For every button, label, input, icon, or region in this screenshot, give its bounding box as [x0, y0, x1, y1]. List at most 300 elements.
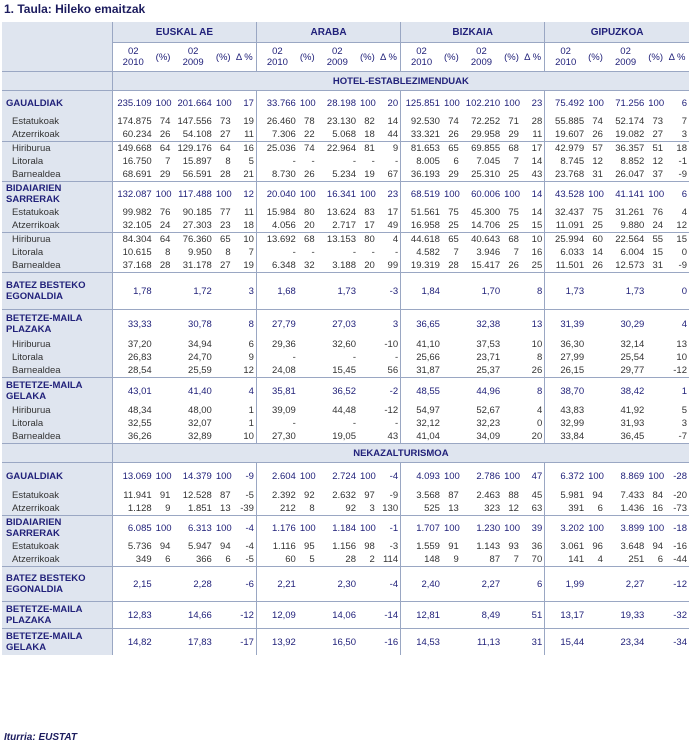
table-cell: 7.433	[620, 490, 645, 501]
table-cell: 41,40	[172, 378, 213, 405]
table-cell: 1	[665, 378, 689, 405]
table-title: 1. Taula: Hileko emaitzak	[4, 2, 146, 16]
table-cell	[298, 602, 317, 629]
table-row	[2, 417, 689, 430]
table-cell: 24	[652, 220, 664, 231]
table-cell: 11	[244, 129, 254, 140]
table-cell: 6	[248, 339, 254, 350]
table-cell: -	[256, 351, 297, 364]
table-cell: 5	[309, 554, 315, 565]
table-cell: -9	[233, 463, 257, 490]
table-cell: 83	[364, 207, 375, 218]
table-cell: 3.202	[545, 516, 586, 541]
table-cell: 100	[154, 463, 173, 490]
table-cell: 19.082	[615, 129, 645, 140]
table-cell: 36,45	[620, 431, 645, 442]
table-cell	[646, 417, 665, 430]
table-cell: -2	[377, 378, 401, 405]
table-cell: 25.036	[256, 142, 297, 156]
table-cell: 25,54	[620, 352, 645, 363]
table-cell	[358, 629, 377, 656]
table-cell: -73	[673, 503, 687, 514]
table-cell: 18	[364, 129, 375, 140]
table-cell: 13,17	[545, 602, 586, 629]
table-cell	[358, 273, 377, 310]
table-cell: 12	[508, 503, 519, 514]
table-cell	[502, 338, 521, 351]
table-cell: 9.950	[188, 247, 212, 258]
table-cell: 31,93	[620, 418, 645, 429]
table-cell	[358, 404, 377, 417]
table-cell	[442, 310, 461, 339]
table-cell: 75	[592, 207, 603, 218]
table-cell: 366	[195, 554, 212, 565]
table-cell: 1,70	[461, 273, 502, 310]
table-cell: 69.855	[461, 142, 502, 156]
table-cell: -	[371, 156, 375, 167]
table-row	[2, 182, 689, 207]
table-cell: 1.184	[317, 516, 358, 541]
table-cell: 92	[304, 490, 315, 501]
table-cell: 100	[214, 516, 233, 541]
row-label: Litorala	[2, 417, 112, 430]
table-cell: -	[394, 352, 399, 363]
table-cell: 7	[248, 247, 254, 258]
period-a-header: 02 2010	[401, 43, 442, 72]
table-cell: 19	[243, 116, 254, 127]
table-cell: 45.300	[471, 207, 501, 218]
table-cell	[154, 430, 173, 444]
table-cell: 6.033	[545, 246, 586, 259]
table-cell: 235.109	[112, 91, 153, 116]
table-cell: 10	[521, 233, 545, 247]
monthly-results-table	[2, 22, 689, 655]
table-cell: 2,27	[461, 567, 502, 602]
table-cell: 100	[646, 182, 665, 207]
table-cell: -5	[245, 490, 254, 501]
period-a-header: 02 2010	[545, 43, 586, 72]
table-cell: 76	[159, 207, 171, 218]
table-cell	[214, 378, 233, 405]
table-cell: 5.736	[112, 540, 153, 553]
table-cell: 64	[214, 142, 233, 156]
table-cell: 129.176	[172, 142, 213, 156]
table-cell: 32.437	[545, 206, 586, 219]
table-cell: 28	[531, 116, 543, 127]
table-cell	[442, 602, 461, 629]
table-cell: 23	[220, 220, 231, 231]
table-cell	[214, 430, 233, 444]
table-cell: 7	[513, 156, 519, 167]
table-cell: 2.717	[332, 220, 356, 231]
table-cell: 2,40	[401, 567, 442, 602]
table-cell: 87	[220, 490, 231, 501]
table-cell: 251	[628, 554, 645, 565]
table-cell: 100	[298, 91, 317, 116]
table-cell: 84	[652, 490, 664, 501]
table-cell: 67	[387, 169, 399, 180]
table-cell: 26	[448, 129, 459, 140]
table-cell: 8	[233, 310, 257, 339]
table-cell: 6	[521, 567, 545, 602]
table-cell: 2,30	[317, 567, 358, 602]
table-row	[2, 629, 689, 656]
table-cell: 17,83	[172, 629, 213, 656]
table-cell: 12	[243, 365, 254, 376]
table-cell: 100	[442, 182, 461, 207]
table-cell	[214, 417, 233, 430]
table-cell	[298, 310, 317, 339]
table-cell: 6.348	[256, 259, 297, 273]
table-cell: 4.582	[401, 246, 442, 259]
pct-header: (%)	[358, 43, 377, 72]
row-label: BATEZ BESTEKO EGONALDIA	[2, 273, 112, 310]
table-cell: 43,83	[545, 404, 586, 417]
table-cell: 100	[214, 182, 233, 207]
table-cell: 36,30	[545, 338, 586, 351]
row-label: BETETZE-MAILA PLAZAKA	[2, 602, 112, 629]
table-cell: -	[256, 417, 297, 430]
table-cell: 51	[521, 602, 545, 629]
table-cell: 25	[531, 260, 543, 271]
table-cell: 43.528	[545, 182, 586, 207]
table-cell: 38,70	[545, 378, 586, 405]
table-cell: 4.056	[256, 219, 297, 233]
table-cell: 23	[521, 91, 545, 116]
table-cell: 117.488	[172, 182, 213, 207]
table-cell: 8	[225, 247, 231, 258]
table-cell: -1	[377, 516, 401, 541]
table-cell: 9	[377, 142, 401, 156]
table-cell	[646, 310, 665, 339]
table-cell: 147.556	[177, 116, 212, 127]
table-cell: 174.875	[112, 115, 153, 128]
table-cell: -12	[673, 365, 687, 376]
table-cell: 6	[165, 554, 171, 565]
table-cell: 31,39	[545, 310, 586, 339]
table-cell	[586, 602, 605, 629]
table-cell: 1.707	[401, 516, 442, 541]
table-cell: -1	[678, 156, 687, 167]
table-cell: 30,78	[172, 310, 213, 339]
table-cell: 15	[531, 220, 543, 231]
table-cell: 8	[309, 503, 315, 514]
table-cell: 26	[304, 169, 315, 180]
table-cell: 92	[345, 503, 356, 514]
region-header-row	[2, 22, 689, 43]
table-cell	[154, 351, 173, 364]
table-cell: 100	[214, 463, 233, 490]
table-cell: 2.604	[256, 463, 297, 490]
table-cell: 90.185	[182, 207, 212, 218]
table-cell: 20	[364, 260, 375, 271]
table-cell: 6.004	[620, 247, 645, 258]
table-cell: 3.648	[620, 541, 645, 552]
table-cell: 11,13	[461, 629, 502, 656]
table-cell: 10	[233, 233, 257, 247]
table-cell: 70	[531, 554, 543, 565]
table-cell: 74	[298, 142, 317, 156]
table-cell: 132.087	[112, 182, 153, 207]
table-cell: 63	[531, 503, 543, 514]
table-cell: 36.193	[401, 168, 442, 182]
table-cell: 6.085	[112, 516, 153, 541]
table-row	[2, 502, 689, 516]
table-cell: 60.006	[461, 182, 502, 207]
section-label-cell	[2, 72, 112, 91]
row-label: Barnealdea	[2, 259, 112, 273]
table-cell: 32,55	[112, 417, 153, 430]
table-cell: 94	[592, 490, 603, 501]
table-cell: 99.982	[112, 206, 153, 219]
table-cell: 6.372	[545, 463, 586, 490]
table-row	[2, 404, 689, 417]
table-cell: 32,14	[620, 339, 645, 350]
table-cell: 40.643	[461, 233, 502, 247]
table-cell: 39	[521, 516, 545, 541]
table-cell: 13	[521, 310, 545, 339]
table-cell: 14.706	[471, 220, 501, 231]
table-cell: 6	[453, 156, 459, 167]
table-cell: 94	[652, 541, 664, 552]
table-cell: 8	[165, 247, 171, 258]
table-cell: 95	[304, 541, 315, 552]
table-cell	[646, 602, 665, 629]
table-cell: 12,09	[256, 602, 297, 629]
row-label: Litorala	[2, 155, 112, 168]
table-cell: 75	[448, 207, 459, 218]
table-cell	[646, 378, 665, 405]
table-cell: 41.141	[605, 182, 646, 207]
table-row	[2, 567, 689, 602]
table-cell	[586, 430, 605, 444]
row-label: BIDAIARIEN SARRERAK	[2, 516, 112, 541]
table-cell: 87	[489, 554, 501, 565]
table-cell: -	[352, 418, 356, 429]
delta-header: Δ %	[665, 43, 689, 72]
table-cell: 1,73	[545, 273, 586, 310]
table-cell: 97	[364, 490, 375, 501]
table-row	[2, 553, 689, 567]
table-row	[2, 489, 689, 502]
table-cell: 14,66	[172, 602, 213, 629]
table-cell: 25,37	[476, 365, 501, 376]
table-cell: 3.946	[476, 247, 501, 258]
table-cell: 1,78	[112, 273, 153, 310]
period-b-header: 02 2009	[172, 43, 213, 72]
table-cell: -12	[233, 602, 257, 629]
table-cell: 55	[646, 233, 665, 247]
row-label: Atzerrikoak	[2, 502, 112, 516]
table-cell: 10	[531, 339, 543, 350]
table-cell: 65	[442, 142, 461, 156]
table-cell: 26.460	[256, 115, 297, 128]
table-cell: 22.964	[317, 142, 358, 156]
table-cell: 14	[531, 207, 543, 218]
table-cell: 68	[298, 233, 317, 247]
table-cell: -17	[233, 629, 257, 656]
table-row	[2, 338, 689, 351]
table-cell: 34,94	[188, 339, 212, 350]
table-cell: 1.436	[620, 503, 645, 514]
table-cell: 26.047	[615, 169, 645, 180]
table-cell: 4	[681, 207, 687, 218]
table-cell: 28,54	[112, 364, 153, 378]
table-cell: 100	[502, 91, 521, 116]
table-cell: 29,77	[620, 365, 645, 376]
table-cell: 73	[652, 116, 664, 127]
row-label: Atzerrikoak	[2, 219, 112, 233]
table-cell	[214, 338, 233, 351]
table-cell: 91	[448, 541, 459, 552]
table-cell: 102.210	[461, 91, 502, 116]
table-cell: 100	[502, 182, 521, 207]
table-cell	[442, 351, 461, 364]
table-cell: 1	[248, 405, 254, 416]
table-cell: 31.261	[615, 207, 645, 218]
table-cell: 68	[502, 142, 521, 156]
table-cell: 98	[364, 541, 375, 552]
table-cell: 56	[387, 365, 399, 376]
table-cell: 4	[536, 405, 543, 416]
delta-header: Δ %	[521, 43, 545, 72]
table-cell	[154, 338, 173, 351]
table-cell: 28	[345, 554, 356, 565]
table-cell: 25.994	[545, 233, 586, 247]
table-cell: 27,03	[317, 310, 358, 339]
table-cell: 30,29	[605, 310, 646, 339]
table-cell: -7	[678, 431, 687, 442]
table-cell: 44	[387, 129, 399, 140]
table-cell	[442, 430, 461, 444]
table-cell: 1.128	[112, 502, 153, 516]
table-cell: 2,28	[172, 567, 213, 602]
table-cell: 8	[521, 273, 545, 310]
table-cell	[154, 404, 173, 417]
table-row	[2, 219, 689, 233]
table-cell: 37,20	[112, 338, 153, 351]
table-cell: -16	[377, 629, 401, 656]
table-cell: 27	[220, 260, 231, 271]
table-cell: -39	[240, 503, 254, 514]
table-cell	[586, 351, 605, 364]
table-cell: 1.143	[476, 541, 501, 552]
table-cell: 27,99	[545, 351, 586, 364]
table-cell: 68.691	[112, 168, 153, 182]
table-row	[2, 259, 689, 273]
table-cell: 32.105	[112, 219, 153, 233]
table-cell	[442, 629, 461, 656]
table-cell	[586, 404, 605, 417]
table-cell: 21	[243, 169, 254, 180]
table-cell: 1,99	[545, 567, 586, 602]
table-cell	[298, 629, 317, 656]
table-cell	[358, 338, 377, 351]
header-corner	[2, 22, 112, 72]
table-cell: 9	[453, 554, 459, 565]
table-cell: 2.724	[317, 463, 358, 490]
table-cell: 3.568	[401, 489, 442, 502]
table-cell	[214, 602, 233, 629]
table-cell: 94	[159, 541, 171, 552]
table-cell: 100	[154, 182, 173, 207]
table-cell: 32,12	[401, 417, 442, 430]
table-cell	[646, 567, 665, 602]
table-cell: 65	[214, 233, 233, 247]
table-cell	[154, 417, 173, 430]
table-cell	[442, 338, 461, 351]
table-cell: 11.941	[112, 489, 153, 502]
table-cell: 17	[233, 91, 257, 116]
table-cell: 39,09	[256, 404, 297, 417]
table-cell: 75	[508, 207, 519, 218]
pct-header: (%)	[502, 43, 521, 72]
table-cell: 114	[382, 554, 399, 565]
table-cell: -	[394, 156, 399, 167]
table-cell: 65	[442, 233, 461, 247]
table-cell: 5.947	[188, 541, 212, 552]
table-cell: 92.530	[401, 115, 442, 128]
table-cell: 14,82	[112, 629, 153, 656]
table-cell: 11	[532, 129, 543, 140]
table-row	[2, 273, 689, 310]
row-label: GAUALDIAK	[2, 463, 112, 490]
section-header-row	[2, 72, 689, 91]
table-cell: 44,48	[332, 405, 356, 416]
table-cell: 29.958	[471, 129, 501, 140]
table-cell: 3	[233, 273, 257, 310]
table-cell: -	[394, 247, 399, 258]
table-row	[2, 463, 689, 490]
table-cell: 56.591	[182, 169, 212, 180]
table-cell	[442, 567, 461, 602]
table-cell: 23.768	[545, 168, 586, 182]
table-row	[2, 351, 689, 364]
table-cell	[358, 351, 377, 364]
table-cell	[298, 273, 317, 310]
region-header: BIZKAIA	[401, 22, 545, 43]
table-cell: 32,07	[188, 418, 212, 429]
table-cell: 1	[248, 418, 254, 429]
table-cell: 68	[502, 233, 521, 247]
table-cell: 26	[592, 129, 603, 140]
table-cell: 23	[377, 182, 401, 207]
table-cell	[502, 404, 521, 417]
table-cell: 37.168	[112, 259, 153, 273]
table-cell: 3	[369, 503, 375, 514]
table-cell: 38,42	[605, 378, 646, 405]
table-cell: 45	[531, 490, 543, 501]
table-cell: 19,33	[605, 602, 646, 629]
table-cell: 12	[592, 156, 603, 167]
table-cell: 2,15	[112, 567, 153, 602]
table-cell: 13	[676, 339, 687, 350]
table-cell	[298, 378, 317, 405]
table-cell: 15	[652, 247, 664, 258]
table-cell: 32	[304, 260, 315, 271]
table-cell	[154, 364, 173, 378]
table-cell: 7	[453, 247, 459, 258]
table-cell	[298, 417, 317, 430]
table-cell: -12	[665, 567, 689, 602]
table-cell	[586, 364, 605, 378]
table-cell	[358, 602, 377, 629]
table-row	[2, 115, 689, 128]
table-cell: 100	[358, 516, 377, 541]
table-cell: 80	[358, 233, 377, 247]
table-cell: -4	[233, 516, 257, 541]
table-cell: 33,33	[112, 310, 153, 339]
